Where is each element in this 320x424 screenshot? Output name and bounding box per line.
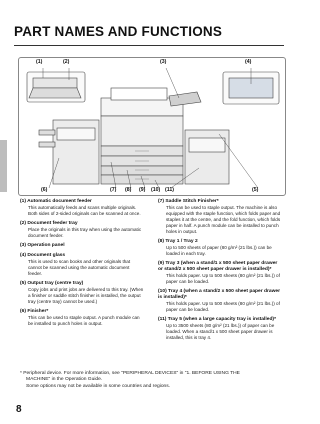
item-description: This automatically feeds and scans multiple originals. Both sides of 2-sided originals can be scanned at once. [28,205,141,217]
item-title: (6) Finisher* [20,309,49,315]
item-description: This can be used to staple output. The machine is also equipped with the staple function, which folds paper and staples it at the centre, and the fold function, which folds paper in half. A punch module can be installed to punch holes in output. [166,205,281,234]
item-title: (9) Tray 3 (when a stand/1 x 500 sheet paper drawer or stand/2 x 500 sheet paper drawer is installed)* [158,260,278,272]
item-description: Copy jobs and print jobs are delivered to this tray. (When a finisher or saddle stitch finisher is installed, the output tray (centre tray) cannot be used.) [28,287,144,305]
item-description: Up to 500 sheets of paper (80 g/m² (21 lbs.)) can be loaded in each tray. [166,244,272,256]
callout-9: (9) [139,187,146,193]
list-item [20,221,144,239]
chapter-tab [0,140,7,192]
callout-6: (6) [41,187,48,193]
item-description: This can be used to staple output. A punch module can be installed to punch holes in output. [28,315,140,327]
callout-8: (8) [125,187,132,193]
list-item [20,253,144,277]
footnote-line: Some options may not be available in some countries and regions. [26,383,171,389]
item-description: This is used to scan books and other originals that cannot be scanned using the automatic document feeder. [28,259,131,277]
list-item [158,317,282,341]
right-column [158,199,282,345]
callout-11: (11) [165,187,174,193]
footnote-line: * Peripheral device. For more information, see "PERIPHERAL DEVICES" in "1. BEFORE USING THE [20,371,240,376]
list-item [158,199,282,235]
list-item [20,243,144,249]
list-item [158,289,282,313]
item-title: (1) Automatic document feeder [20,199,92,204]
item-title: (10) Tray 4 (when a stand/2 x 500 sheet paper drawer is installed)* [158,288,281,301]
item-description: This holds paper. Up to 500 sheets (80 g/m² (21 lbs.)) of paper can be loaded. [166,273,280,285]
item-title: (5) Output tray (centre tray) [20,281,84,287]
page-title: PART NAMES AND FUNCTIONS [14,24,223,39]
list-item [158,239,282,257]
callout-4: (4) [245,59,252,65]
item-title: (7) Saddle Stitch Finisher* [158,199,219,204]
item-description: This holds paper. Up to 500 sheets (80 g/m² (21 lbs.)) of paper can be loaded. [166,301,280,313]
item-title: (2) Document feeder tray [20,221,78,227]
callout-10: (10) [151,187,161,193]
item-description: Place the originals in this tray when using the automatic document feeder. [28,227,142,239]
item-title: (3) Operation panel [20,243,65,249]
footnote [20,371,286,390]
callout-3: (3) [160,59,167,65]
item-title: (11) Tray 5 (when a large capacity tray is installed)* [158,317,276,323]
machine-drawing [19,58,285,195]
list-item [20,309,144,327]
left-column [20,199,144,331]
callout-5: (5) [252,187,259,193]
callout-7: (7) [110,187,117,193]
callout-2: (2) [63,59,70,65]
item-title: (8) Tray 1 / Tray 2 [158,238,198,244]
machine-illustration [18,57,286,196]
list-item [20,281,144,305]
item-title: (4) Document glass [20,253,66,259]
list-item [20,199,144,217]
list-item [158,261,282,285]
footnote-line: MACHINE" in the Operation Guide. [26,377,103,383]
page-number: 8 [16,404,22,415]
callout-1: (1) [36,59,43,65]
title-divider [14,45,284,46]
item-description: Up to 3500 sheets (80 g/m² (21 lbs.)) of paper can be loaded. When a stand/1 x 500 sheet paper drawer is installed, this is tray 4. [166,323,275,341]
